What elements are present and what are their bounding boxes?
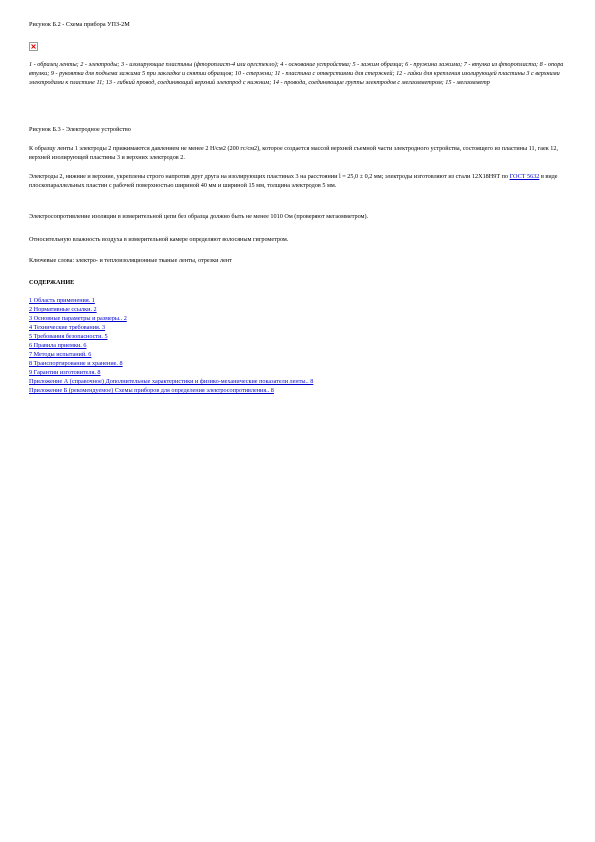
keywords: Ключевые слова: электро- и теплоизоляционные тканые ленты, отрезки лент	[29, 257, 232, 264]
broken-image-cross-icon	[31, 44, 36, 49]
paragraph-text-part: Электроды 2, нижние и верхние, укреплены строго напротив друг друга на изолирующих пластинах 3 на расстоянии l = 25,0 ± 0,2 мм; электроды изготовляют из стали 12Х18Н9Т по	[29, 173, 510, 180]
toc-link-transport-storage[interactable]: 8 Транспортирование и хранение. 8	[29, 360, 123, 367]
toc-link-normative-references[interactable]: 2 Нормативные ссылки. 2	[29, 306, 97, 313]
toc-link-warranty[interactable]: 9 Гарантии изготовителя. 8	[29, 369, 101, 376]
toc-link-scope[interactable]: 1 Область применения. 1	[29, 297, 95, 304]
toc-link-safety-requirements[interactable]: 5 Требования безопасности. 5	[29, 333, 108, 340]
paragraph-text-part: в виде плоскопараллельных пластин с рабочей поверхностью шириной 40 мм и шириной 15 мм, толщина электродов 5 мм.	[29, 173, 558, 189]
paragraph-electrode-pressure: К образцу ленты 1 электроды 2 прижимаются давлением не менее 2 Н/см2 (200 гс/см2), которое создается массой верхней съемной части электродного устройства, состоящего из пластины 11, гаек 12, верхней изолирующей пластины 3 и верхних электродов 2.	[29, 145, 559, 161]
figure-b2-caption: Рисунок Б.2 - Схема прибора УПЗ-2М	[29, 21, 130, 28]
paragraph-humidity: Относительную влажность воздуха в измерительной камере определяют волосяным гигрометром.	[29, 236, 289, 243]
toc-title: СОДЕРЖАНИЕ	[29, 279, 75, 286]
gost-5632-link[interactable]: ГОСТ 5632	[509, 173, 540, 180]
toc-link-test-methods[interactable]: 7 Методы испытаний. 6	[29, 351, 92, 358]
broken-image-icon	[29, 42, 38, 51]
table-of-contents	[29, 296, 569, 395]
toc-link-appendix-a[interactable]: Приложение А (справочное) Дополнительные характеристики и физико-механические показатели ленты.. 8	[29, 378, 314, 385]
figure-b3-caption: Рисунок Б.3 - Электродное устройство	[29, 126, 131, 133]
toc-link-appendix-b[interactable]: Приложение Б (рекомендуемое) Схемы приборов для определения электросопротивления.. 8	[29, 387, 274, 394]
paragraph-electrode-material	[29, 172, 567, 190]
paragraph-insulation-resistance: Электросопротивление изоляции в измерительной цепи без образца должно быть не менее 1010 Ом (проверяют мегаомметром).	[29, 213, 369, 220]
toc-link-parameters-dimensions[interactable]: 3 Основные параметры и размеры.. 2	[29, 315, 127, 322]
figure-b2-legend: 1 - образец ленты; 2 - электроды; 3 - изолирующие пластины (фторопласт-4 или оргстекло); 4 - основание устройства; 5 - зажим образца; 6 - пружина зажима; 7 - втулка из фторопласта; 8 - опора втулки; 9 - рукоятка для подъема зажима 5 при закладке и снятии образцов; 10 - стержни; 11 - пластина с отверстиями для стержней; 12 - гайки для крепления изолирующей пластины 3 с верхними электродами к пластине 11; 13 - гибкий провод, соединяющий верхний электрод с нижним; 14 - провода, соединяющие группы электродов с мегаомметром; 15 - мегаомметр	[29, 61, 564, 86]
toc-link-acceptance-rules[interactable]: 6 Правила приемки. 6	[29, 342, 87, 349]
toc-link-technical-requirements[interactable]: 4 Технические требования. 3	[29, 324, 106, 331]
